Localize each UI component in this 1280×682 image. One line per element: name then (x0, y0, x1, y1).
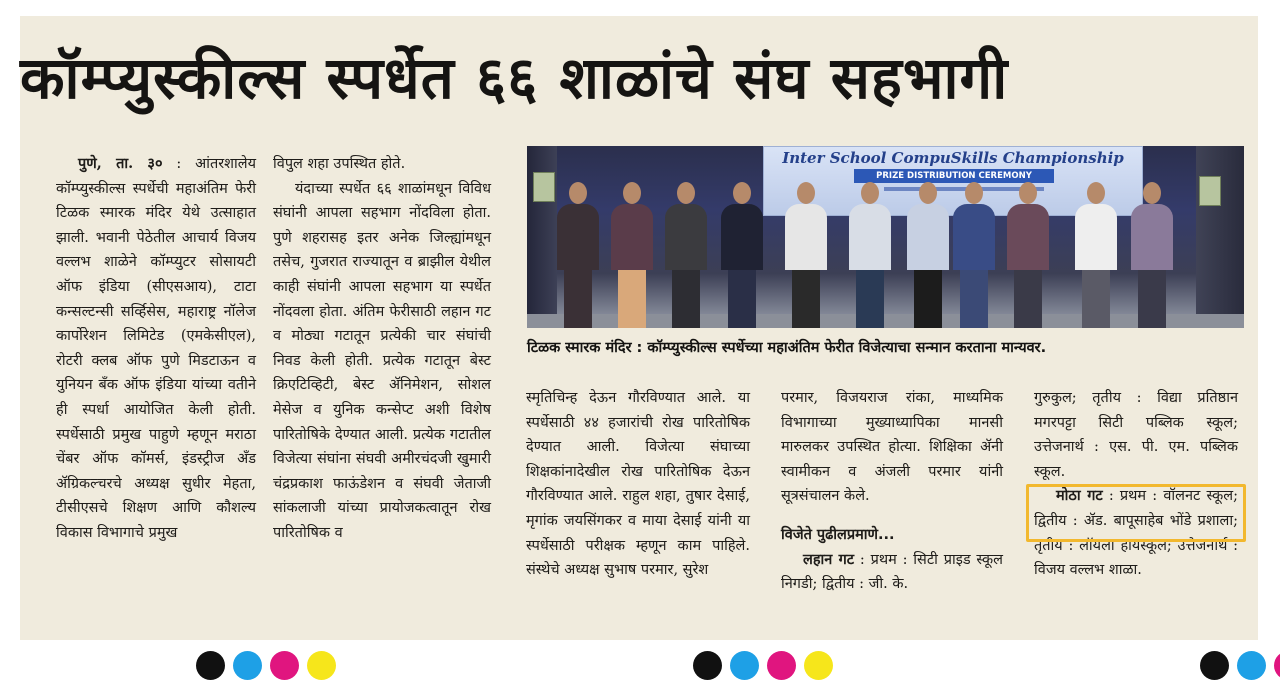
poster (533, 172, 555, 202)
person-figure (951, 178, 997, 328)
article-column-1 (56, 152, 256, 546)
photo-caption: टिळक स्मारक मंदिर : कॉम्प्युस्कील्स स्पर्धेच्या महाअंतिम फेरीत विजेत्याचा सन्मान करताना मान्यवर. (527, 340, 1047, 356)
person-head (965, 182, 983, 204)
headline: कॉम्प्युस्कील्स स्पर्धेत ६६ शाळांचे संघ सहभागी (20, 44, 1009, 112)
person-figure (719, 178, 765, 328)
poster (1199, 176, 1221, 206)
person-legs (1138, 270, 1166, 328)
person-head (919, 182, 937, 204)
person-head (861, 182, 879, 204)
small-group-label: लहान गट (803, 550, 855, 568)
person-figure (1129, 178, 1175, 328)
registration-dot (804, 651, 833, 680)
big-group-text: : प्रथम : वॉलनट स्कूल; द्वितीय : ॲड. बापूसाहेब भोंडे प्रशाला; तृतीय : लॉयला हायस्कूल; उत्तेजनार्थ : विजय वल्लभ शाळा. (1034, 488, 1238, 579)
registration-dot (693, 651, 722, 680)
highlight-box (1026, 484, 1246, 542)
person-legs (960, 270, 988, 328)
person-figure (663, 178, 709, 328)
person-torso (721, 204, 763, 270)
column4-text: परमार, विजयराज रांका, माध्यमिक विभागाच्या मुख्याध्यापिका मानसी मारुलकर उपस्थित होत्या. शिक्षिका ॲनी स्वामीकन व अंजली परमार यांनी सूत्रसंचालन केले. (781, 390, 1003, 505)
person-head (733, 182, 751, 204)
curtain-right (1196, 146, 1244, 328)
person-head (569, 182, 587, 204)
banner-title: Inter School CompuSkills Championship (782, 149, 1124, 167)
person-head (1019, 182, 1037, 204)
big-group-label: मोठा गट (1056, 487, 1103, 505)
article-column-4 (781, 386, 1003, 597)
person-torso (1075, 204, 1117, 270)
person-legs (792, 270, 820, 328)
column5-text: गुरुकुल; तृतीय : विद्या प्रतिष्ठान मगरपट्टा सिटी पब्लिक स्कूल; उत्तेजनार्थ : एस. पी. एम. पब्लिक स्कूल. (1034, 390, 1238, 480)
person-legs (672, 270, 700, 328)
person-figure (905, 178, 951, 328)
person-torso (953, 204, 995, 270)
person-torso (1131, 204, 1173, 270)
person-head (677, 182, 695, 204)
dateline: पुणे, ता. ३० (78, 155, 163, 172)
column2-first-line: विपुल शहा उपस्थित होते. (273, 156, 406, 172)
banner-subtitle: PRIZE DISTRIBUTION CEREMONY (854, 169, 1054, 183)
person-legs (618, 270, 646, 328)
registration-dot (767, 651, 796, 680)
person-figure (609, 178, 655, 328)
person-legs (914, 270, 942, 328)
person-legs (564, 270, 592, 328)
registration-dot (1237, 651, 1266, 680)
column2-paragraph: यंदाच्या स्पर्धेत ६६ शाळांमधून विविध संघांनी आपला सहभाग नोंदविला होता. पुणे शहरासह इतर अनेक जिल्ह्यांमधून तसेच, गुजरात राज्यातून व ब्राझील येथील काही संघांनी आपला सहभाग या स्पर्धेत नोंदवला होता. अंतिम फेरीसाठी लहान गट व मोठ्या गटातून प्रत्येकी चार संघांची निवड केली होती. प्रत्येक गटातून बेस्ट क्रिएटिव्हिटी, बेस्ट ॲनिमेशन, सोशल मेसेज व युनिक कन्सेप्ट अशी विशेष पारितोषिके देण्यात आली. प्रत्येक गटातील विजेत्या संघांना संघवी अमीरचंदजी खुमारी चंद्रप्रकाश फाऊंडेशन व संघवी जेताजी सांकलाजी यांच्या प्रायोजकत्वातून रोख पारितोषिक व (273, 180, 491, 541)
column3-text: स्मृतिचिन्ह देऊन गौरविण्यात आले. या स्पर्धेसाठी ४४ हजारांची रोख पारितोषिक देण्यात आली. विजेत्या संघाच्या शिक्षकांनादेखील रोख पारितोषिक देऊन गौरविण्यात आले. राहुल शहा, तुषार देसाई, मृगांक जयसिंगकर व माया देसाई यांनी या स्पर्धेसाठी परीक्षक म्हणून काम पाहिले. संस्थेचे अध्यक्ष सुभाष परमार, सुरेश (526, 390, 750, 579)
person-head (1143, 182, 1161, 204)
person-head (797, 182, 815, 204)
person-figure (555, 178, 601, 328)
registration-dot (730, 651, 759, 680)
registration-dot (307, 651, 336, 680)
person-torso (785, 204, 827, 270)
person-figure (1005, 178, 1051, 328)
small-group-text: : प्रथम : सिटी प्राइड स्कूल निगडी; द्वितीय : जी. के. (781, 551, 1003, 593)
person-head (623, 182, 641, 204)
column1-text: : आंतरशालेय कॉम्प्युस्कील्स स्पर्धेची महाअंतिम फेरी टिळक स्मारक मंदिर येथे उत्साहात झाली. भवानी पेठेतील आचार्य विजय वल्लभ शाळेने कॉम्प्युटर सोसायटी ऑफ इंडिया (सीएसआय), टाटा कन्सल्टन्सी सर्व्हिसेस, महाराष्ट्र नॉलेज कार्पोरेशन लिमिटेड (एमकेसीएल), रोटरी क्लब ऑफ पुणे मिडटाऊन व युनियन बँक ऑफ इंडिया यांच्या वतीने ही स्पर्धा आयोजित केली होती. स्पर्धेसाठी प्रमुख पाहुणे म्हणून मराठा चेंबर ऑफ कॉमर्स, इंडस्ट्रीज अँड ॲग्रिकल्चरचे अध्यक्ष सुधीर मेहता, टीसीएसचे शिक्षण आणि कौशल्य विकास विभागाचे प्रमुख (56, 156, 256, 541)
registration-dot (270, 651, 299, 680)
person-torso (665, 204, 707, 270)
registration-dot (233, 651, 262, 680)
registration-dot (1274, 651, 1280, 680)
person-head (1087, 182, 1105, 204)
person-legs (728, 270, 756, 328)
registration-dot (1200, 651, 1229, 680)
winners-heading: विजेते पुढीलप्रमाणे... (781, 526, 895, 543)
person-legs (1082, 270, 1110, 328)
person-torso (611, 204, 653, 270)
person-figure (1073, 178, 1119, 328)
article-column-3 (526, 386, 750, 583)
person-torso (907, 204, 949, 270)
person-figure (847, 178, 893, 328)
person-torso (557, 204, 599, 270)
person-legs (1014, 270, 1042, 328)
event-photo (527, 146, 1244, 328)
person-torso (1007, 204, 1049, 270)
person-legs (856, 270, 884, 328)
person-figure (783, 178, 829, 328)
person-torso (849, 204, 891, 270)
article-column-2 (273, 152, 491, 546)
registration-dot (196, 651, 225, 680)
